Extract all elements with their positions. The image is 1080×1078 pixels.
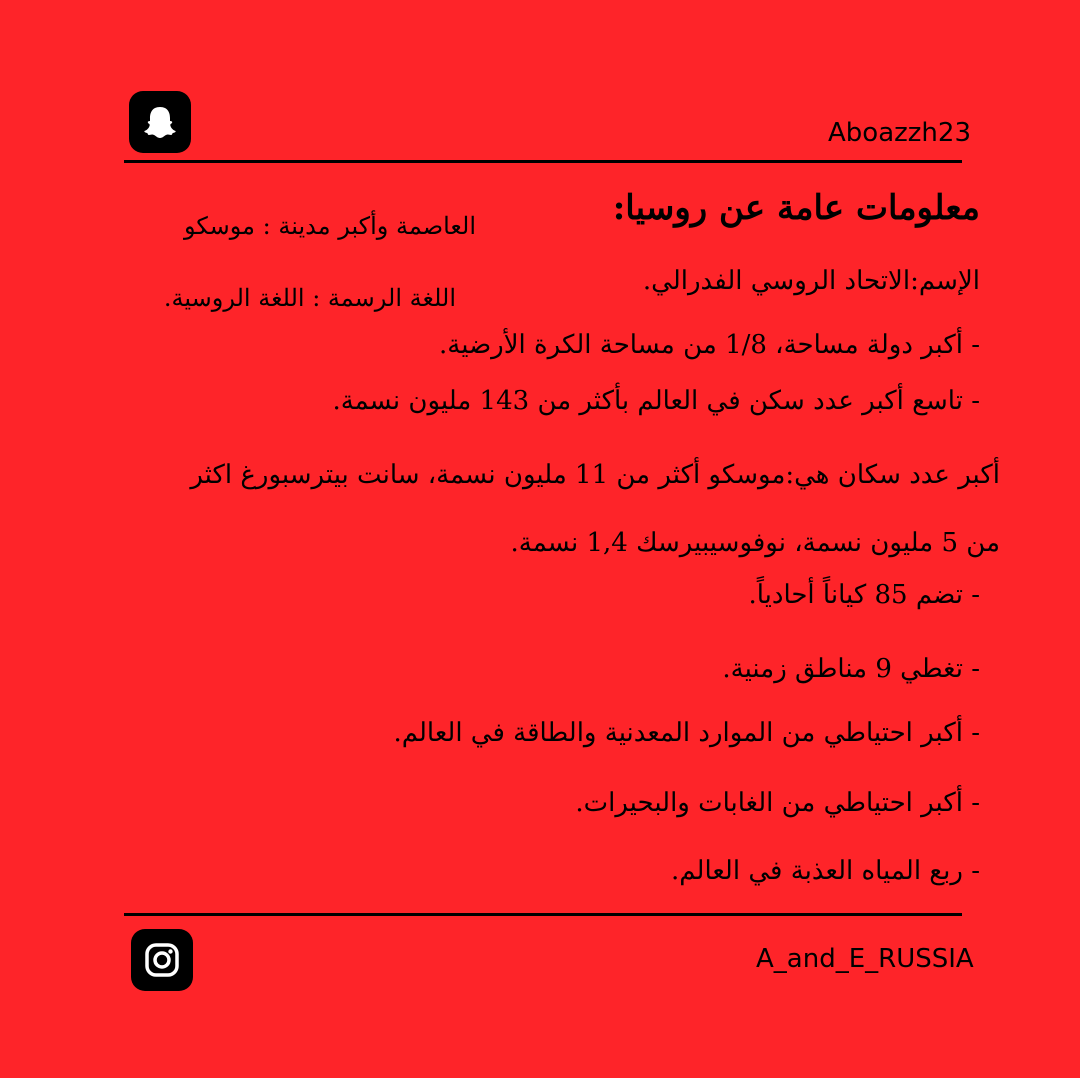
page-title: معلومات عامة عن روسيا: — [612, 188, 980, 228]
snapchat-handle: Aboazzh23 — [828, 118, 971, 148]
instagram-icon — [131, 929, 193, 991]
fact-line: أكبر عدد سكان هي:موسكو أكثر من 11 مليون نسمة، سانت بيترسبورغ اكثر — [190, 460, 1000, 490]
fact-line: من 5 مليون نسمة، نوفوسيبيرسك 1,4 نسمة. — [510, 528, 1000, 558]
fact-line: - تاسع أكبر عدد سكن في العالم بأكثر من 143 مليون نسمة. — [332, 386, 980, 416]
fact-line: - أكبر دولة مساحة، 1/8 من مساحة الكرة الأرضية. — [439, 330, 980, 360]
fact-line: - أكبر احتياطي من الموارد المعدنية والطاقة في العالم. — [393, 718, 980, 748]
language-line: اللغة الرسمة : اللغة الروسية. — [163, 284, 456, 312]
capital-line: العاصمة وأكبر مدينة : موسكو — [183, 212, 476, 240]
fact-line: - تضم 85 كياناً أحادياً. — [748, 580, 980, 610]
top-divider — [124, 160, 962, 163]
instagram-handle: A_and_E_RUSSIA — [756, 944, 974, 974]
fact-line: - ربع المياه العذبة في العالم. — [670, 856, 980, 886]
bottom-divider — [124, 913, 962, 916]
fact-line: - تغطي 9 مناطق زمنية. — [722, 654, 980, 684]
snapchat-icon — [129, 91, 191, 153]
fact-line: - أكبر احتياطي من الغابات والبحيرات. — [575, 788, 980, 818]
name-line: الإسم:الاتحاد الروسي الفدرالي. — [642, 266, 980, 296]
